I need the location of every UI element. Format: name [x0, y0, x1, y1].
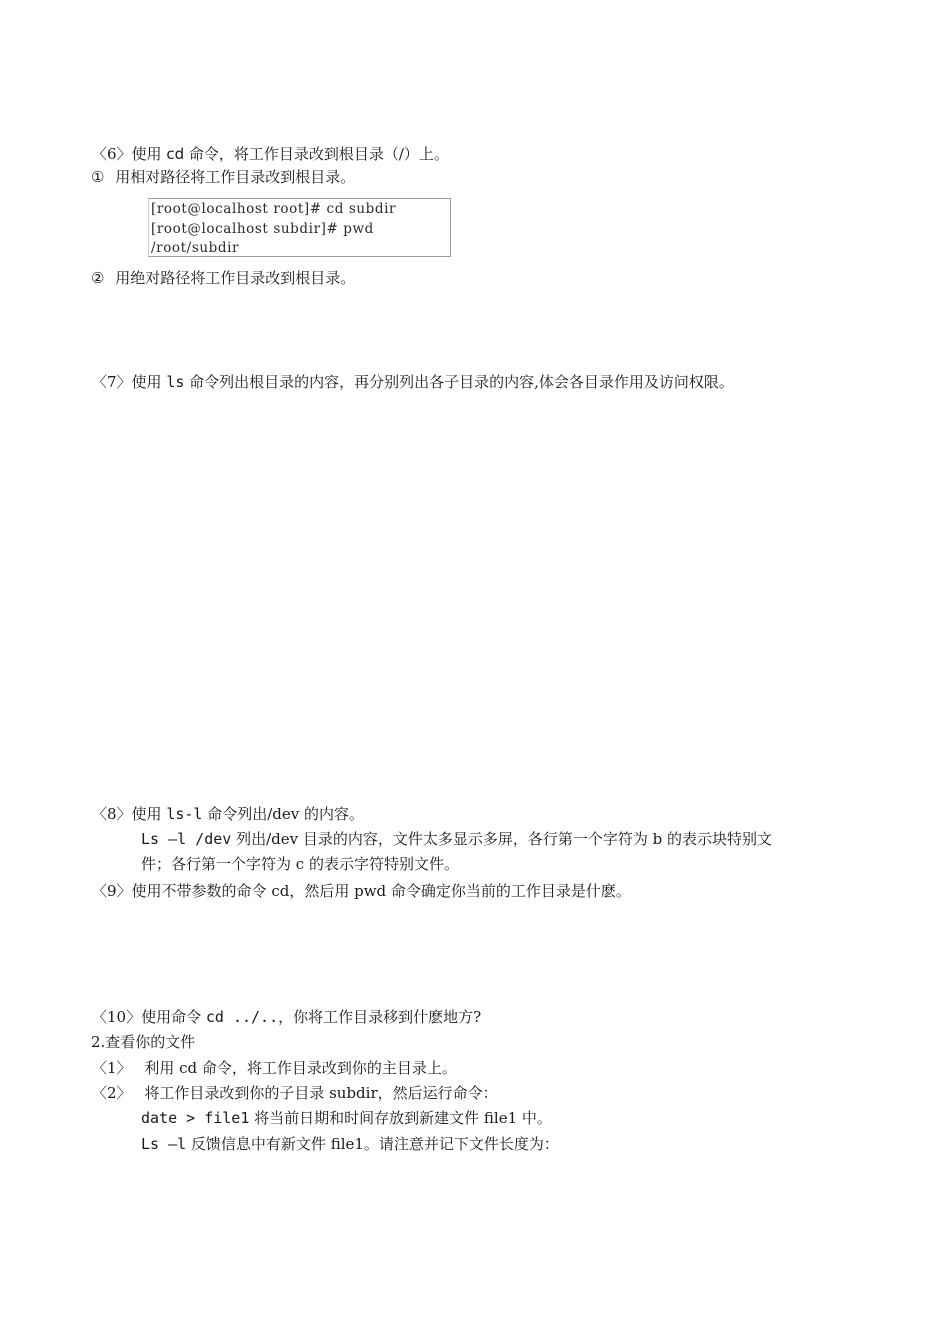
sub-item-2-ls-line	[141, 1134, 559, 1154]
item-8-description-command: Ls –l /dev	[141, 830, 232, 848]
item-6-text-b: 命令，将工作目录改到根目录（/）上。	[184, 145, 449, 163]
item-6	[92, 144, 449, 164]
item-8-number: 〈8〉	[92, 805, 132, 823]
terminal-line-1: [root@localhost root]# cd subdir	[151, 201, 397, 217]
item-10	[92, 1007, 481, 1027]
sub-item-2	[92, 1083, 498, 1103]
item-9-number: 〈9〉	[92, 882, 132, 900]
terminal-screenshot	[148, 198, 451, 257]
sub-item-2-date-command: date > file1	[141, 1109, 250, 1127]
item-9-text: 使用不带参数的命令 cd，然后用 pwd 命令确定你当前的工作目录是什麽。	[131, 882, 631, 900]
step-1	[91, 167, 355, 187]
item-8-description-text-a: 列出/dev 目录的内容，文件太多显示多屏，各行第一个字符为 b 的表示块特别文	[231, 830, 772, 848]
item-8-description-text-b: 件；各行第一个字符为 c 的表示字符特别文件。	[141, 855, 459, 873]
sub-item-2-ls-command: Ls –l	[141, 1135, 187, 1153]
item-9	[92, 881, 631, 901]
item-7-number: 〈7〉	[92, 373, 132, 391]
item-8-text-a: 使用	[131, 805, 167, 823]
item-10-number: 〈10〉	[92, 1008, 142, 1026]
item-7-command: ls	[166, 373, 185, 391]
sub-item-2-date-line	[141, 1108, 552, 1128]
step-2-marker: ②	[91, 269, 105, 287]
sub-item-2-number: 〈2〉	[92, 1084, 132, 1102]
step-2	[91, 268, 355, 288]
item-8-description-line-2	[141, 854, 459, 874]
step-1-text: 用相对路径将工作目录改到根目录。	[115, 168, 356, 186]
terminal-line-2: [root@localhost subdir]# pwd	[151, 220, 374, 237]
step-1-marker: ①	[91, 168, 105, 186]
item-8	[92, 804, 364, 824]
sub-item-1	[92, 1058, 457, 1078]
item-10-command: cd ../..	[205, 1008, 279, 1026]
item-7-text-a: 使用	[131, 373, 167, 391]
sub-item-2-date-text: 将当前日期和时间存放到新建文件 file1 中。	[249, 1109, 552, 1127]
item-10-text-b: ，你将工作目录移到什麽地方?	[278, 1008, 482, 1026]
item-6-number: 〈6〉	[92, 145, 132, 163]
sub-item-2-ls-text: 反馈信息中有新文件 file1。请注意并记下文件长度为：	[186, 1135, 559, 1153]
sub-item-2-text: 将工作目录改到你的子目录 subdir，然后运行命令：	[144, 1084, 498, 1102]
item-10-text-a: 使用命令	[141, 1008, 206, 1026]
item-8-command: ls-l	[166, 805, 203, 823]
sub-item-1-number: 〈1〉	[92, 1059, 132, 1077]
section-2-title: 2.查看你的文件	[91, 1033, 196, 1051]
item-8-text-b: 命令列出/dev 的内容。	[202, 805, 364, 823]
item-7	[92, 372, 734, 392]
item-7-text-b: 命令列出根目录的内容，再分别列出各子目录的内容,体会各目录作用及访问权限。	[184, 373, 734, 391]
item-6-text-a: 使用	[131, 145, 167, 163]
item-6-command: cd	[166, 145, 185, 163]
terminal-line-3: /root/subdir	[151, 240, 240, 256]
item-8-description-line-1	[141, 829, 772, 849]
sub-item-1-text: 利用 cd 命令，将工作目录改到你的主目录上。	[144, 1059, 457, 1077]
step-2-text: 用绝对路径将工作目录改到根目录。	[115, 269, 356, 287]
